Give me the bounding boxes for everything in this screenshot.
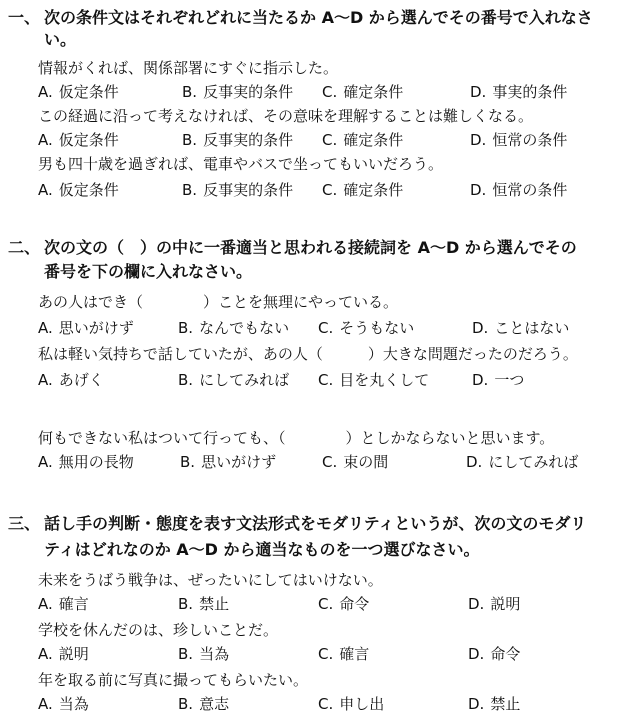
section-2-question-2: 私は軽い気持ちで話していたが、あの人（ ）大きな問題だったのだろう。 — [38, 345, 578, 363]
s3-q3-option-a[interactable]: A. 当為 — [38, 695, 89, 713]
s2-q3-option-b[interactable]: B. 思いがけず — [180, 453, 277, 471]
section-1-question-2: この経過に沿って考えなければ、その意味を理解することは難しくなる。 — [38, 107, 534, 125]
section-2-question-1: あの人はでき（ ）ことを無理にやっている。 — [38, 293, 399, 311]
s3-q2-option-d[interactable]: D. 命令 — [468, 645, 521, 663]
s2-q1-option-c[interactable]: C. そうもない — [318, 319, 415, 337]
section-1-question-3: 男も四十歳を過ぎれば、電車やバスで坐ってもいいだろう。 — [38, 155, 444, 173]
s2-q3-option-a[interactable]: A. 無用の長物 — [38, 453, 134, 471]
section-2-number: 二、 — [8, 238, 41, 257]
section-1-instruction-line-2: い。 — [44, 30, 77, 49]
s3-q3-option-c[interactable]: C. 申し出 — [318, 695, 385, 713]
s2-q2-option-b[interactable]: B. にしてみれば — [178, 371, 290, 389]
s1-q1-option-d[interactable]: D. 事実的条件 — [470, 83, 568, 101]
section-2-question-3: 何もできない私はついて行っても、（ ）としかならないと思います。 — [38, 429, 555, 447]
section-2-instruction-line-1: 次の文の（ ）の中に一番適当と思われる接続詞を A～D から選んでその — [44, 238, 577, 257]
s2-q1-option-d[interactable]: D. ことはない — [472, 319, 570, 337]
s3-q2-option-b[interactable]: B. 当為 — [178, 645, 230, 663]
section-1-question-1: 情報がくれば、関係部署にすぐに指示した。 — [38, 59, 339, 77]
section-1-number: 一、 — [8, 8, 41, 27]
section-1-instruction-line-1: 次の条件文はそれぞれどれに当たるか A～D から選んでその番号で入れなさ — [44, 8, 593, 27]
section-3-number: 三、 — [8, 514, 41, 533]
s2-q2-option-c[interactable]: C. 目を丸くして — [318, 371, 430, 389]
section-3-question-3: 年を取る前に写真に撮ってもらいたい。 — [38, 671, 309, 689]
s3-q1-option-c[interactable]: C. 命令 — [318, 595, 370, 613]
s1-q3-option-b[interactable]: B. 反事実的条件 — [182, 181, 294, 199]
s3-q3-option-b[interactable]: B. 意志 — [178, 695, 230, 713]
s1-q1-option-c[interactable]: C. 確定条件 — [322, 83, 404, 101]
s2-q3-option-d[interactable]: D. にしてみれば — [466, 453, 579, 471]
section-3-instruction-line-1: 話し手の判断・態度を表す文法形式をモダリティというが、次の文のモダリ — [44, 514, 587, 533]
s1-q2-option-b[interactable]: B. 反事実的条件 — [182, 131, 294, 149]
s2-q2-option-d[interactable]: D. 一つ — [472, 371, 525, 389]
s3-q3-option-d[interactable]: D. 禁止 — [468, 695, 521, 713]
s3-q1-option-a[interactable]: A. 確言 — [38, 595, 89, 613]
s1-q1-option-a[interactable]: A. 仮定条件 — [38, 83, 119, 101]
s1-q1-option-b[interactable]: B. 反事実的条件 — [182, 83, 294, 101]
s3-q2-option-c[interactable]: C. 確言 — [318, 645, 370, 663]
section-2-instruction-line-2: 番号を下の欄に入れなさい。 — [44, 262, 253, 281]
s3-q1-option-d[interactable]: D. 説明 — [468, 595, 521, 613]
s2-q1-option-b[interactable]: B. なんでもない — [178, 319, 290, 337]
s2-q3-option-c[interactable]: C. 束の間 — [322, 453, 389, 471]
section-3-question-2: 学校を休んだのは、珍しいことだ。 — [38, 621, 279, 639]
s1-q2-option-a[interactable]: A. 仮定条件 — [38, 131, 119, 149]
section-3-instruction-line-2: ティはどれなのか A～D から適当なものを一つ選びなさい。 — [44, 540, 480, 559]
s1-q3-option-d[interactable]: D. 恒常の条件 — [470, 181, 568, 199]
s2-q1-option-a[interactable]: A. 思いがけず — [38, 319, 134, 337]
s2-q2-option-a[interactable]: A. あげく — [38, 371, 104, 389]
s1-q2-option-c[interactable]: C. 確定条件 — [322, 131, 404, 149]
s3-q2-option-a[interactable]: A. 説明 — [38, 645, 89, 663]
section-3-question-1: 未来をうばう戦争は、ぜったいにしてはいけない。 — [38, 571, 383, 589]
s1-q3-option-c[interactable]: C. 確定条件 — [322, 181, 404, 199]
s1-q3-option-a[interactable]: A. 仮定条件 — [38, 181, 119, 199]
s3-q1-option-b[interactable]: B. 禁止 — [178, 595, 230, 613]
s1-q2-option-d[interactable]: D. 恒常の条件 — [470, 131, 568, 149]
